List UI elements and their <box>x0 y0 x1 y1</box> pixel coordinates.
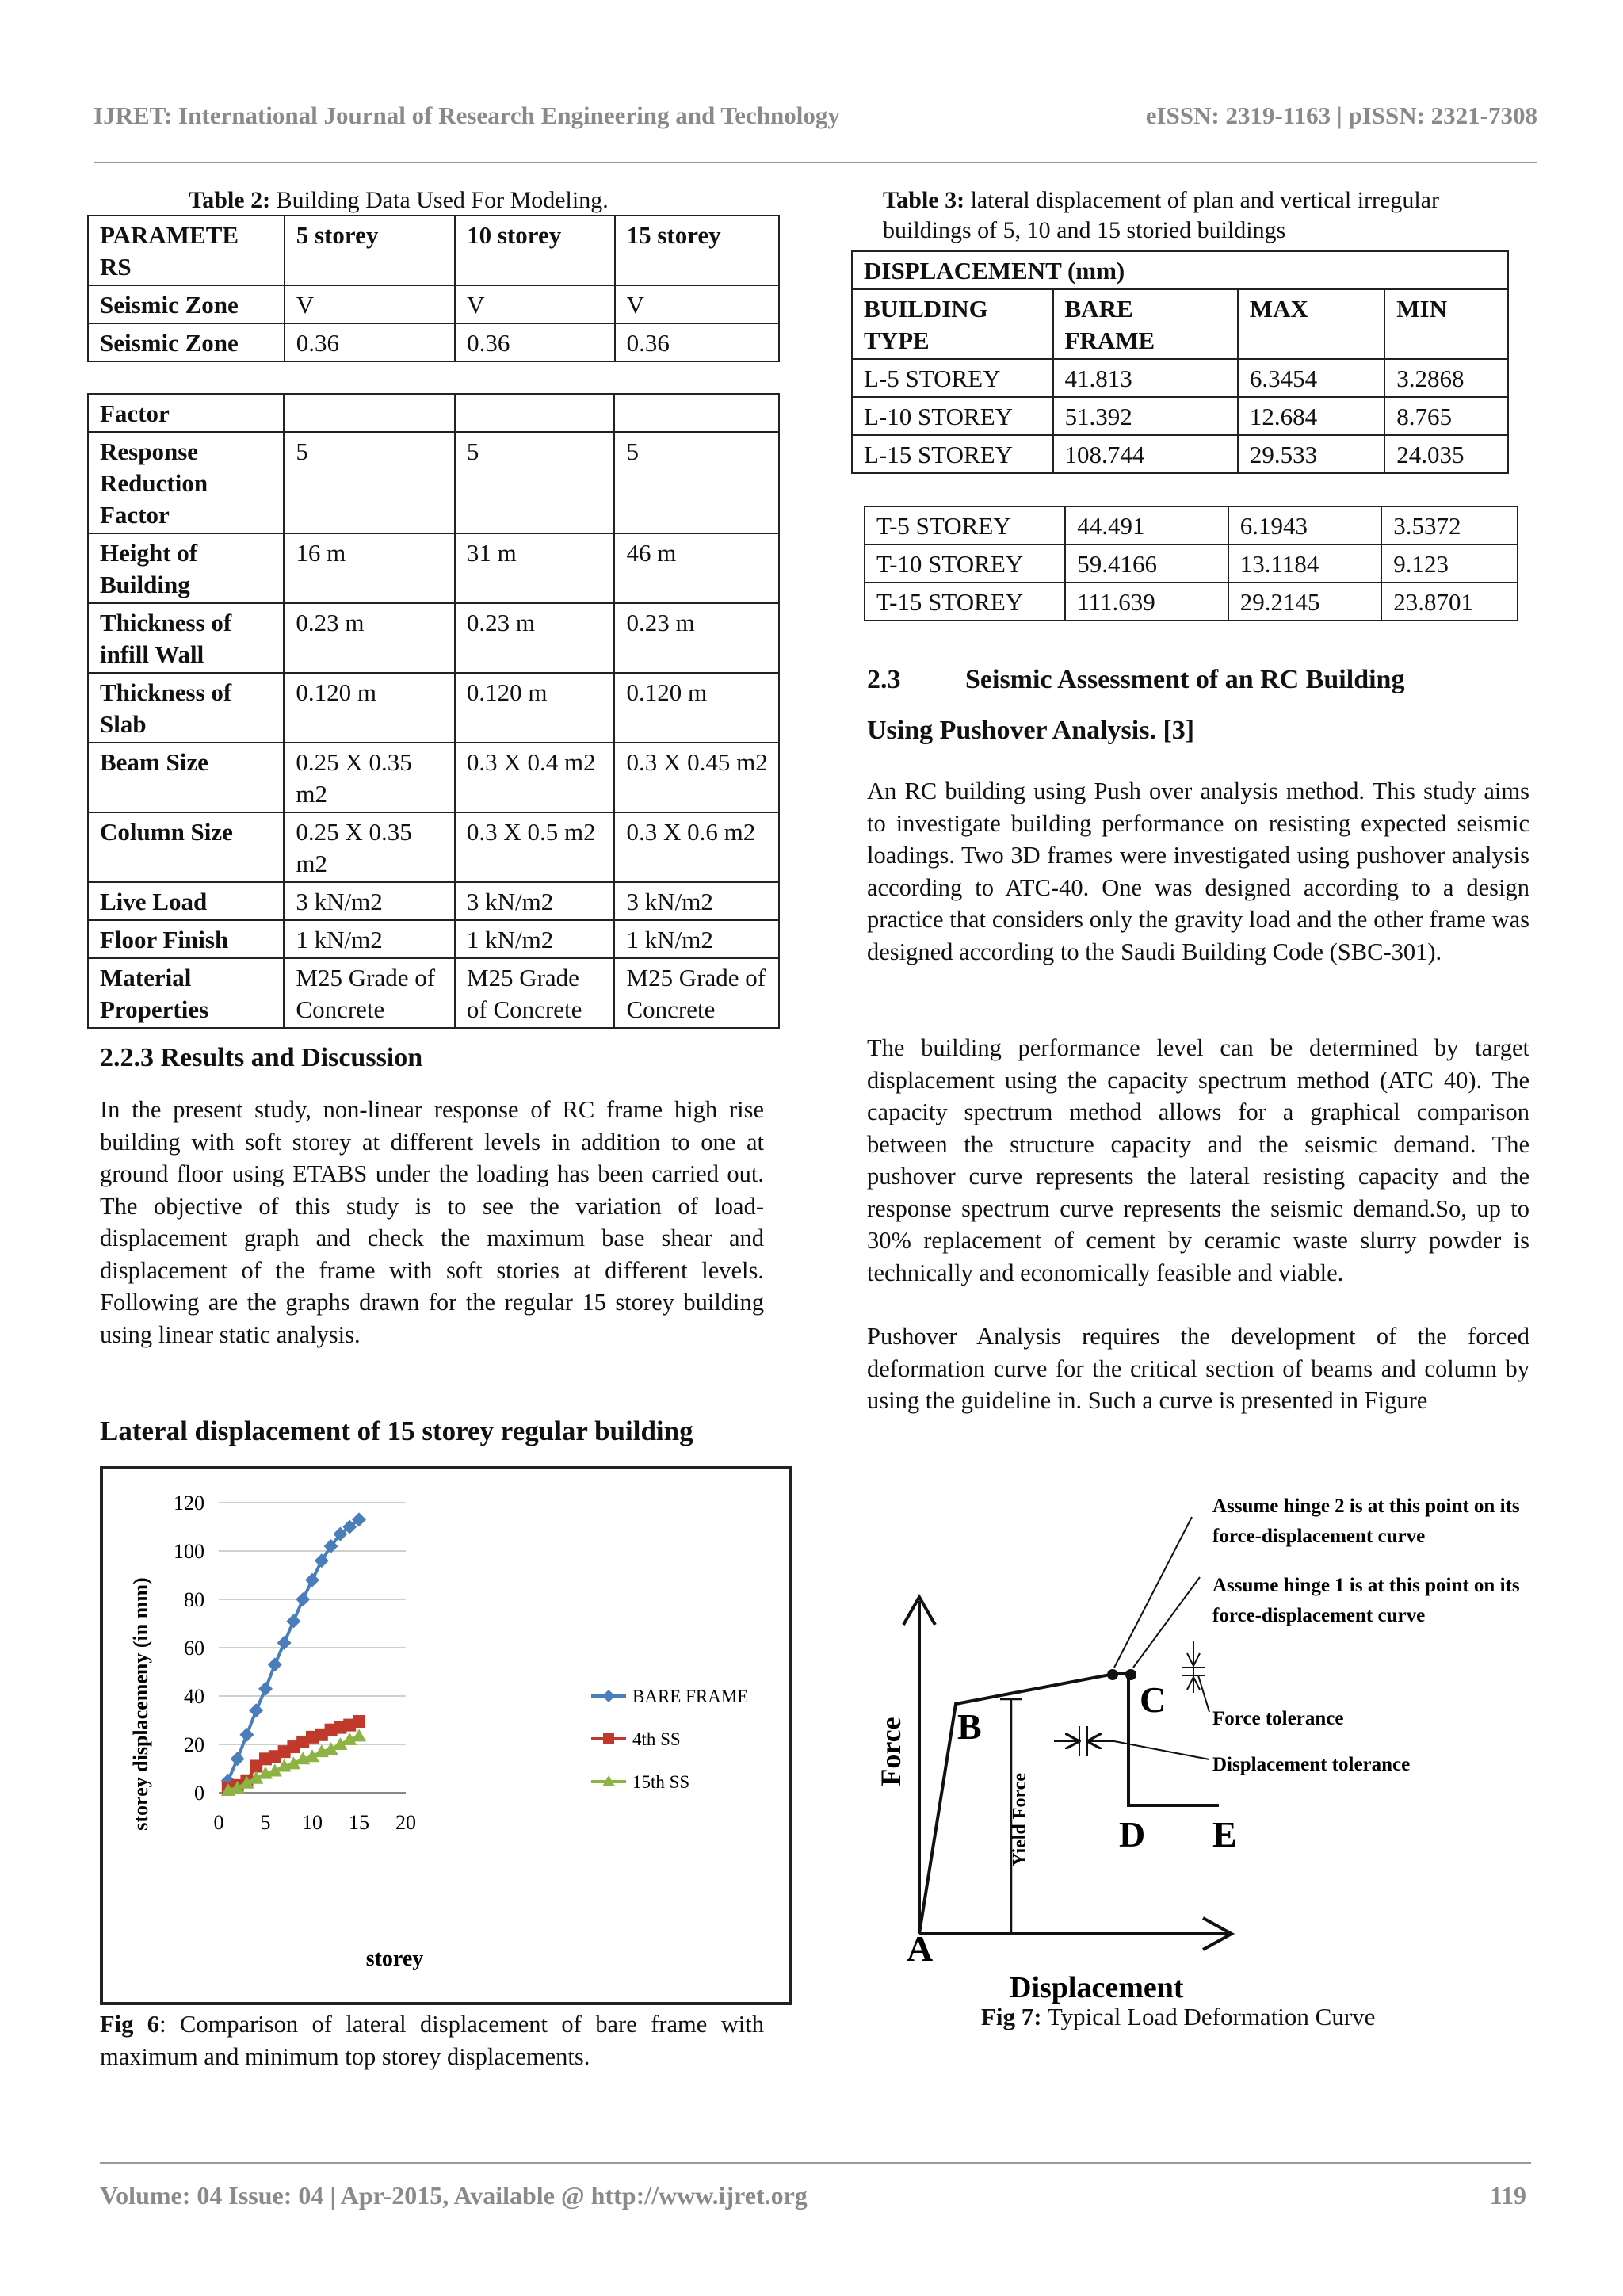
table-cell: V <box>285 285 455 323</box>
footer-volume: Volume: 04 Issue: 04 | Apr-2015, Available @ http://www.ijret.org <box>100 2181 808 2210</box>
table-cell: 0.120 m <box>614 673 779 743</box>
table-cell: 0.3 X 0.5 m2 <box>455 812 615 882</box>
table-cell: 8.765 <box>1384 397 1508 435</box>
table-row <box>88 285 779 323</box>
table-row <box>88 394 779 432</box>
table-cell: 0.36 <box>285 323 455 361</box>
y-tick-label: 80 <box>184 1588 204 1611</box>
point-e-label: E <box>1212 1814 1237 1855</box>
chart-frame <box>101 1468 791 2004</box>
table-row <box>852 435 1508 473</box>
hinge-1-annotation-line2: force-displacement curve <box>1212 1605 1426 1626</box>
table-cell: 6.3454 <box>1238 359 1384 397</box>
table-cell: Seismic Zone <box>88 323 285 361</box>
fig6-text: : Comparison of lateral displacement of bare frame with maximum and minimum top storey displacements. <box>100 2011 764 2070</box>
table-cell: 0.36 <box>455 323 614 361</box>
table-header-cell: BUILDING TYPE <box>852 289 1053 359</box>
table-group-header: DISPLACEMENT (mm) <box>852 251 1508 289</box>
results-section-title: 2.2.3 Results and Discussion <box>100 1043 423 1072</box>
pushover-paragraph-1: An RC building using Push over analysis method. This study aims to investigate building performance on resisting expected seismic loadings. Two 3D frames were investigated using pushover analysis according to ATC-40. One was designed according to a design practice that considers only the gravity load and the other frame was designed according to the Saudi Building Code (SBC-301). <box>867 777 1529 965</box>
table-cell: 15 storey <box>615 216 779 285</box>
table-row <box>865 544 1518 583</box>
legend-label: BARE FRAME <box>632 1687 749 1706</box>
table-cell: 23.8701 <box>1381 583 1518 621</box>
table-cell: 51.392 <box>1053 397 1238 435</box>
table-cell: Seismic Zone <box>88 285 285 323</box>
table-row <box>865 583 1518 621</box>
fig6-caption <box>100 2008 764 2073</box>
table-row <box>88 673 779 743</box>
table-cell: 9.123 <box>1381 544 1518 583</box>
table-cell: Factor <box>88 394 284 432</box>
table-cell: 29.2145 <box>1228 583 1382 621</box>
table-cell: 5 storey <box>285 216 455 285</box>
table2-caption-label: Table 2: <box>189 187 271 213</box>
table3-caption-text: lateral displacement of plan and vertical irregular buildings of 5, 10 and 15 storied buildings <box>883 187 1439 243</box>
x-tick-label: 10 <box>302 1811 323 1834</box>
pushover-section-title <box>867 655 1404 756</box>
table-row <box>88 216 779 285</box>
table-cell: Floor Finish <box>88 920 284 958</box>
table-cell: 3 kN/m2 <box>614 882 779 920</box>
table-cell: 0.23 m <box>455 603 615 673</box>
table-cell: 3.2868 <box>1384 359 1508 397</box>
journal-header: IJRET: International Journal of Research Engineering and Technology <box>94 101 840 129</box>
table-cell: Thickness of infill Wall <box>88 603 284 673</box>
issn-header: eISSN: 2319-1163 | pISSN: 2321-7308 <box>1145 101 1537 129</box>
table-cell: 5 <box>284 432 454 533</box>
table2-main <box>87 393 780 1029</box>
table-row <box>88 323 779 361</box>
table-row <box>865 506 1518 544</box>
force-axis-label: Force <box>875 1717 907 1786</box>
table-cell: 44.491 <box>1065 506 1228 544</box>
table-cell: 10 storey <box>455 216 614 285</box>
table-cell: 46 m <box>614 533 779 603</box>
table-cell: T-5 STOREY <box>865 506 1065 544</box>
table-row <box>852 251 1508 289</box>
pushover-paragraph-3: Pushover Analysis requires the development of the forced deformation curve for the critical section of beams and column by using the guideline in. Such a curve is presented in Figure <box>867 1323 1529 1414</box>
table-row <box>88 743 779 812</box>
force-tolerance-leader <box>1198 1675 1209 1712</box>
results-paragraph: In the present study, non-linear response of RC frame high rise building with soft storey at different levels in addition to one at ground floor using ETABS under the loading has been carried out. The objective of this study is to see the variation of load- displacement graph and check the maximum base shear and displacement of the frame with soft stories at different levels. Following are the graphs drawn for the regular 15 storey building using linear static analysis. <box>100 1096 764 1348</box>
table-cell: Thickness of Slab <box>88 673 284 743</box>
table-cell: 111.639 <box>1065 583 1228 621</box>
table-row <box>88 432 779 533</box>
table-cell: 5 <box>455 432 615 533</box>
table-cell: 0.25 X 0.35 m2 <box>284 812 454 882</box>
fig7-text: Typical Load Deformation Curve <box>1041 2003 1376 2030</box>
table-cell: 0.23 m <box>284 603 454 673</box>
table-row <box>852 397 1508 435</box>
table-cell: 0.36 <box>615 323 779 361</box>
table-cell: 1 kN/m2 <box>614 920 779 958</box>
point-d-label: D <box>1119 1814 1146 1855</box>
table-cell: PARAMETE RS <box>88 216 285 285</box>
table-cell: 108.744 <box>1053 435 1238 473</box>
y-tick-label: 40 <box>184 1685 204 1708</box>
load-deformation-diagram <box>867 1474 1541 2013</box>
table-cell: 1 kN/m2 <box>455 920 615 958</box>
table-row <box>88 533 779 603</box>
y-tick-label: 120 <box>174 1492 204 1515</box>
displacement-tolerance-label: Displacement tolerance <box>1212 1754 1411 1775</box>
table-cell: 24.035 <box>1384 435 1508 473</box>
y-tick-label: 60 <box>184 1637 204 1660</box>
table-cell: 0.3 X 0.6 m2 <box>614 812 779 882</box>
table-cell: L-5 STOREY <box>852 359 1053 397</box>
hinge-2-leader <box>1114 1517 1192 1668</box>
table2-top <box>87 215 780 362</box>
legend-label: 15th SS <box>632 1772 690 1792</box>
fig7-caption <box>981 2002 1375 2032</box>
table-cell: 5 <box>614 432 779 533</box>
table3-caption-label: Table 3: <box>883 187 965 213</box>
hinge-1-annotation-line1: Assume hinge 1 is at this point on its <box>1212 1575 1520 1596</box>
pushover-paragraph-2: The building performance level can be determined by target displacement using the capacity spectrum method (ATC 40). The capacity spectrum method allows for a graphical comparison between the structure capacity and the seismic demand. The pushover curve represents the lateral resisting capacity and the response spectrum curve represents the seismic demand.So, up to 30% replacement of cement by ceramic waste slurry powder is technically and economically feasible and viable. <box>867 1034 1529 1286</box>
table-cell: 0.25 X 0.35 m2 <box>284 743 454 812</box>
table-cell: 29.533 <box>1238 435 1384 473</box>
table-cell: Column Size <box>88 812 284 882</box>
table-cell: T-15 STOREY <box>865 583 1065 621</box>
table-header-cell: MIN <box>1384 289 1508 359</box>
table-cell: 59.4166 <box>1065 544 1228 583</box>
table-cell: M25 Grade of Concrete <box>614 958 779 1028</box>
legend-marker <box>603 1733 614 1744</box>
hinge-1-leader <box>1133 1577 1200 1668</box>
table-row <box>852 359 1508 397</box>
table-row <box>88 603 779 673</box>
table-row <box>88 812 779 882</box>
data-point <box>353 1715 365 1728</box>
table2-caption-text: Building Data Used For Modeling. <box>270 187 609 213</box>
table-cell: 41.813 <box>1053 359 1238 397</box>
footer-rule <box>100 2162 1531 2164</box>
table3-t-series <box>864 506 1518 621</box>
legend-label: 4th SS <box>632 1729 681 1749</box>
table-cell: 6.1943 <box>1228 506 1382 544</box>
y-tick-label: 0 <box>194 1782 204 1805</box>
table-cell: 3.5372 <box>1381 506 1518 544</box>
table-row <box>88 958 779 1028</box>
table-cell: Height of Building <box>88 533 284 603</box>
x-tick-label: 5 <box>260 1811 271 1834</box>
table-cell: 13.1184 <box>1228 544 1382 583</box>
table-cell: 0.23 m <box>614 603 779 673</box>
section-title-line1: Seismic Assessment of an RC Building <box>965 665 1405 694</box>
table-header-cell: MAX <box>1238 289 1384 359</box>
page-number: 119 <box>1489 2181 1526 2210</box>
hinge-1-point <box>1125 1669 1136 1680</box>
y-tick-label: 100 <box>174 1540 204 1563</box>
table-cell: L-15 STOREY <box>852 435 1053 473</box>
table-cell <box>284 394 454 432</box>
x-tick-label: 0 <box>213 1811 224 1834</box>
table-cell <box>455 394 615 432</box>
table-cell: V <box>615 285 779 323</box>
table-cell: T-10 STOREY <box>865 544 1065 583</box>
table-cell: 16 m <box>284 533 454 603</box>
table3-l-series <box>851 250 1509 474</box>
table-cell: 1 kN/m2 <box>284 920 454 958</box>
hinge-2-annotation-line2: force-displacement curve <box>1212 1526 1426 1547</box>
header-rule <box>94 162 1537 163</box>
fig6-label: Fig 6 <box>100 2011 160 2038</box>
point-c-label: C <box>1140 1679 1167 1720</box>
displacement-axis-label: Displacement <box>1010 1971 1184 2004</box>
table-cell: Material Properties <box>88 958 284 1028</box>
table-cell: Beam Size <box>88 743 284 812</box>
table-cell: Live Load <box>88 882 284 920</box>
x-tick-label: 20 <box>395 1811 416 1834</box>
chart-y-axis-label: storey displacemeny (in mm) <box>129 1577 152 1831</box>
chart-heading: Lateral displacement of 15 storey regular building <box>100 1415 693 1446</box>
table-cell: 3 kN/m2 <box>284 882 454 920</box>
chart-x-axis-label: storey <box>365 1946 424 1971</box>
table-row <box>852 289 1508 359</box>
table-cell <box>614 394 779 432</box>
table-cell: 12.684 <box>1238 397 1384 435</box>
y-tick-label: 20 <box>184 1733 204 1756</box>
table-cell: 0.3 X 0.45 m2 <box>614 743 779 812</box>
table-cell: 3 kN/m2 <box>455 882 615 920</box>
table3-caption <box>883 185 1533 246</box>
yield-force-label: Yield Force <box>1010 1773 1030 1866</box>
table-cell: 0.3 X 0.4 m2 <box>455 743 615 812</box>
table-cell: 0.120 m <box>284 673 454 743</box>
point-a-label: A <box>907 1928 934 1969</box>
table-cell: M25 Grade of Concrete <box>284 958 454 1028</box>
table-row <box>88 920 779 958</box>
fig7-label: Fig 7: <box>981 2003 1042 2030</box>
table2-caption <box>189 185 609 216</box>
displacement-chart <box>100 1466 792 2005</box>
x-tick-label: 15 <box>349 1811 369 1834</box>
table-header-cell: BARE FRAME <box>1053 289 1238 359</box>
point-b-label: B <box>957 1706 982 1747</box>
table-row <box>88 882 779 920</box>
force-tolerance-label: Force tolerance <box>1212 1708 1344 1729</box>
section-title-line2: Using Pushover Analysis. [3] <box>867 716 1195 745</box>
section-number: 2.3 <box>867 665 901 694</box>
table-cell: V <box>455 285 614 323</box>
hinge-2-annotation-line1: Assume hinge 2 is at this point on its <box>1212 1496 1520 1517</box>
hinge-2-point <box>1107 1669 1118 1680</box>
table-cell: 31 m <box>455 533 615 603</box>
table-cell: Response Reduction Factor <box>88 432 284 533</box>
table-cell: 0.120 m <box>455 673 615 743</box>
table-cell: L-10 STOREY <box>852 397 1053 435</box>
table-cell: M25 Grade of Concrete <box>455 958 615 1028</box>
